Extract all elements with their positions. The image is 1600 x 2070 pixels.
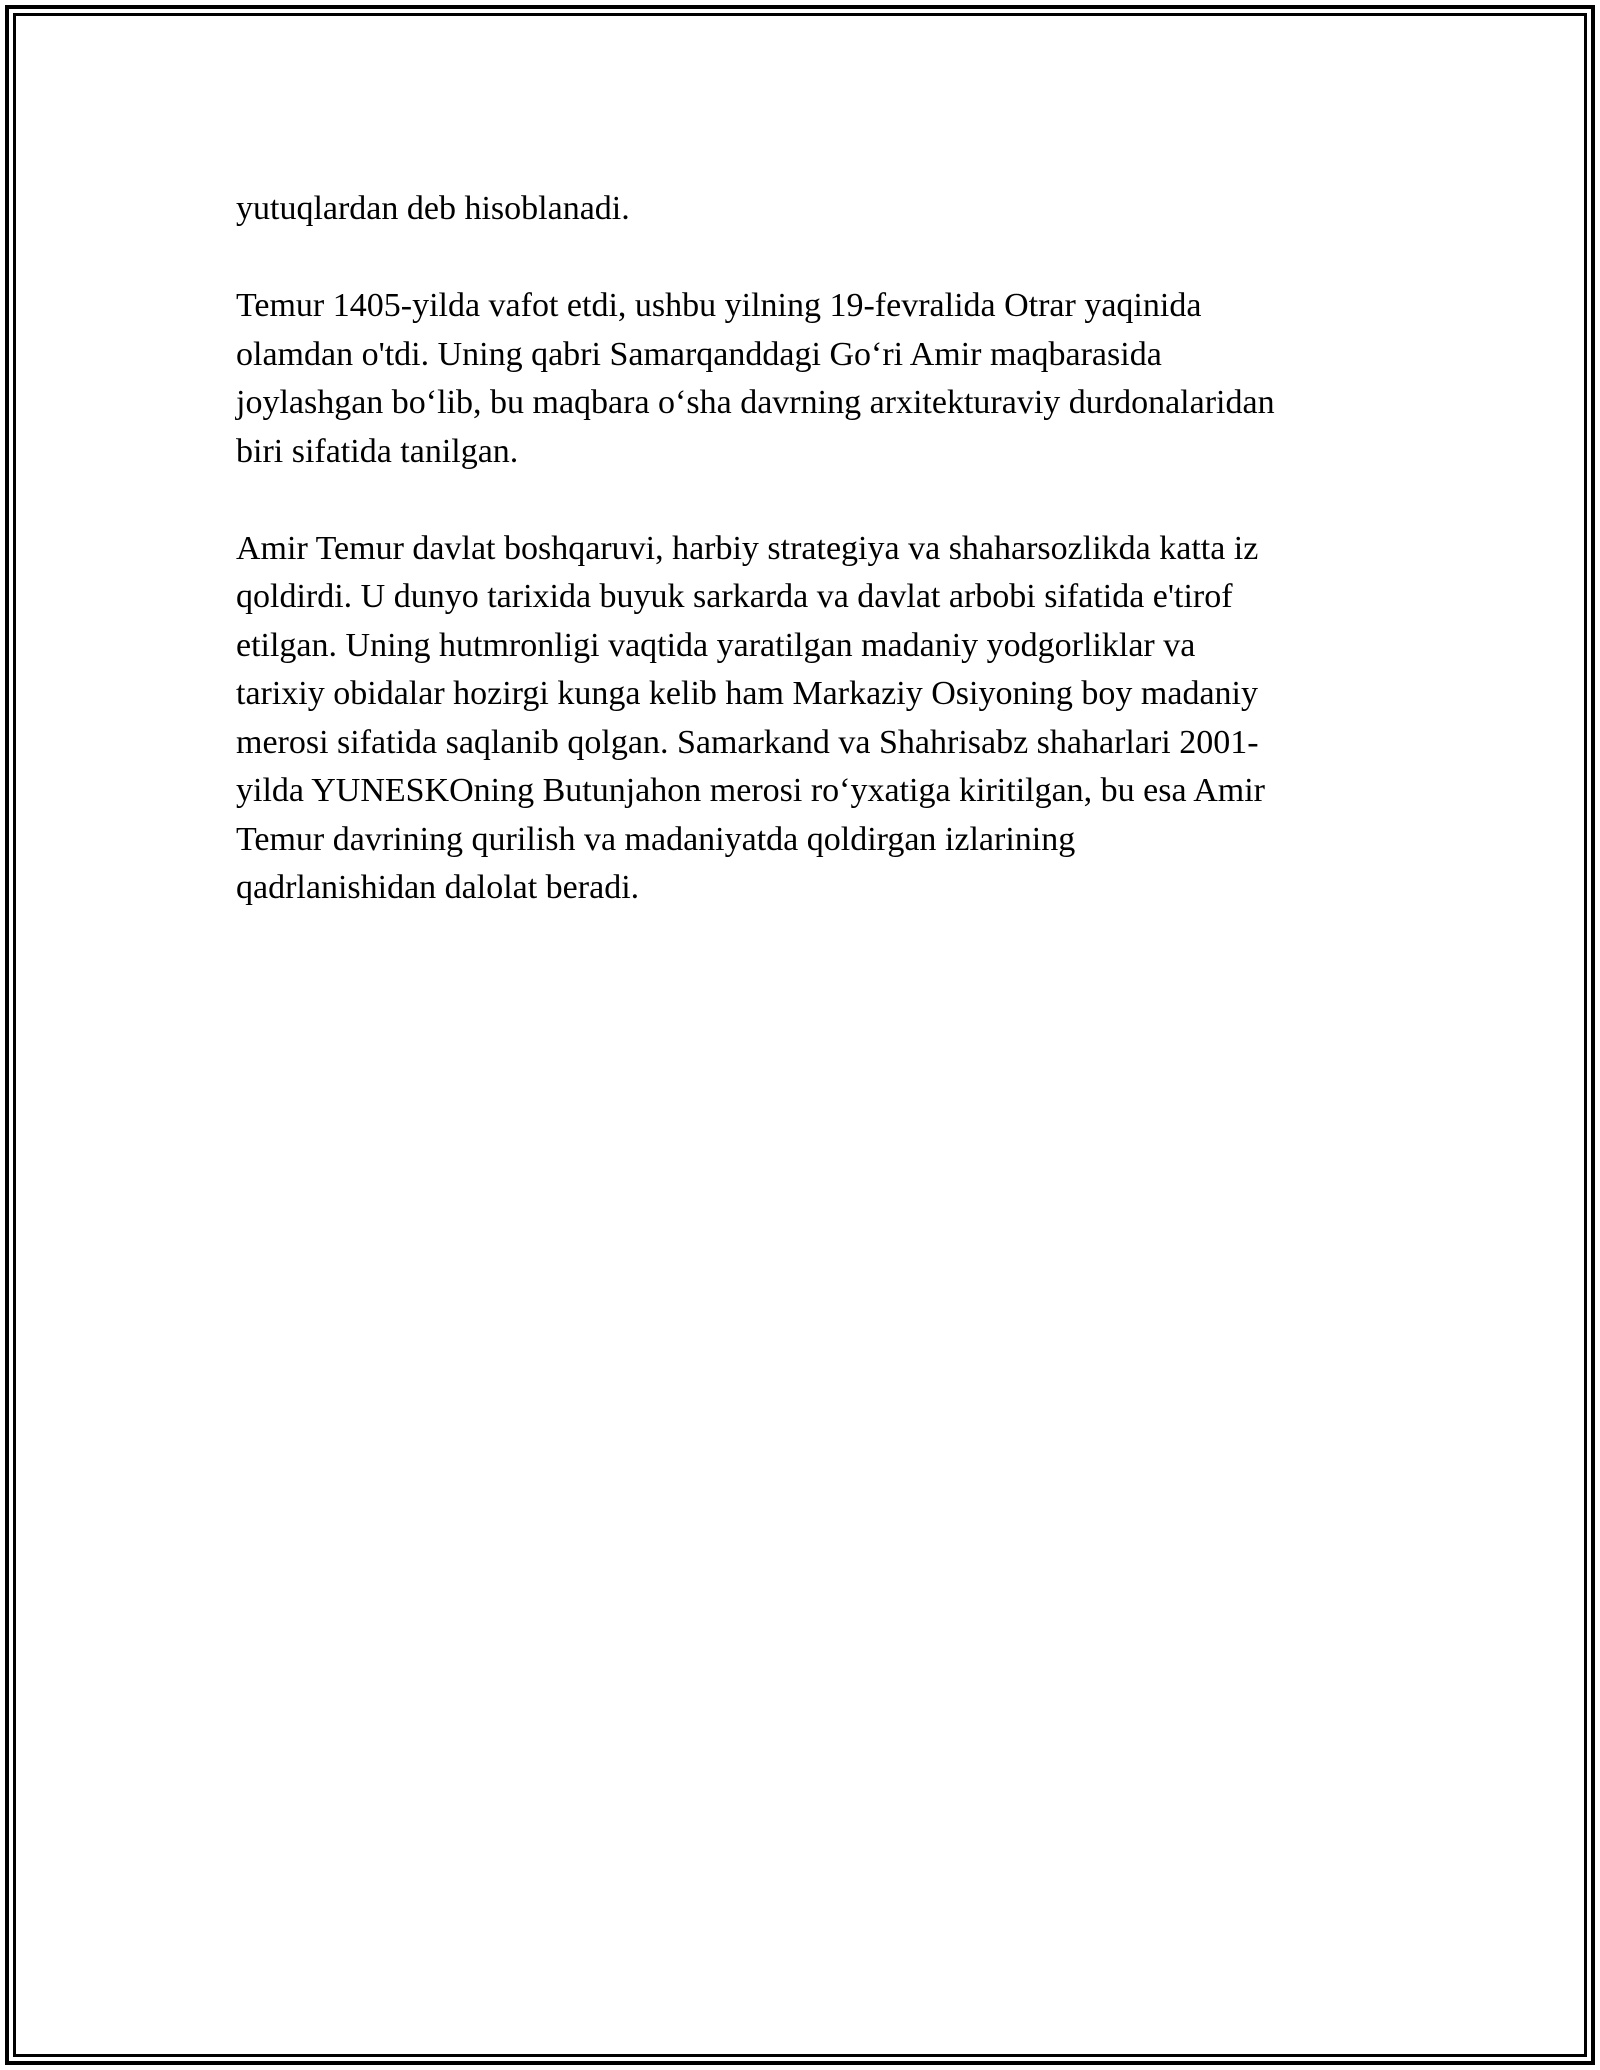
text-line: Amir Temur davlat boshqaruvi, harbiy strategiya va shaharsozlikda katta iz [236, 529, 1259, 567]
paragraph-2 [236, 282, 1396, 476]
text-line: yutuqlardan deb hisoblanadi. [236, 190, 630, 227]
document-body [236, 185, 1396, 961]
text-line: merosi sifatida saqlanib qolgan. Samarkand va Shahrisabz shaharlari 2001- [236, 723, 1259, 761]
text-line: biri sifatida tanilgan. [236, 432, 519, 470]
text-line: olamdan o'tdi. Uning qabri Samarqanddagi Go‘ri Amir maqbarasida [236, 335, 1162, 373]
text-line: joylashgan bo‘lib, bu maqbara o‘sha davrning arxitekturaviy durdonalaridan [236, 384, 1275, 421]
paragraph-1 [236, 185, 1396, 234]
paragraph-3 [236, 525, 1396, 913]
text-line: qoldirdi. U dunyo tarixida buyuk sarkarda va davlat arbobi sifatida e'tirof [236, 578, 1233, 615]
text-line: Temur davrining qurilish va madaniyatda qoldirgan izlarining [236, 820, 1076, 858]
text-line: yilda YUNESKOning Butunjahon merosi ro‘yxatiga kiritilgan, bu esa Amir [236, 772, 1265, 809]
text-line: Temur 1405-yilda vafot etdi, ushbu yilning 19-fevralida Otrar yaqinida [236, 287, 1202, 324]
text-line: etilgan. Uning hutmronligi vaqtida yaratilgan madaniy yodgorliklar va [236, 626, 1196, 664]
text-line: qadrlanishidan dalolat beradi. [236, 869, 640, 906]
text-line: tarixiy obidalar hozirgi kunga kelib ham Markaziy Osiyoning boy madaniy [236, 675, 1258, 712]
